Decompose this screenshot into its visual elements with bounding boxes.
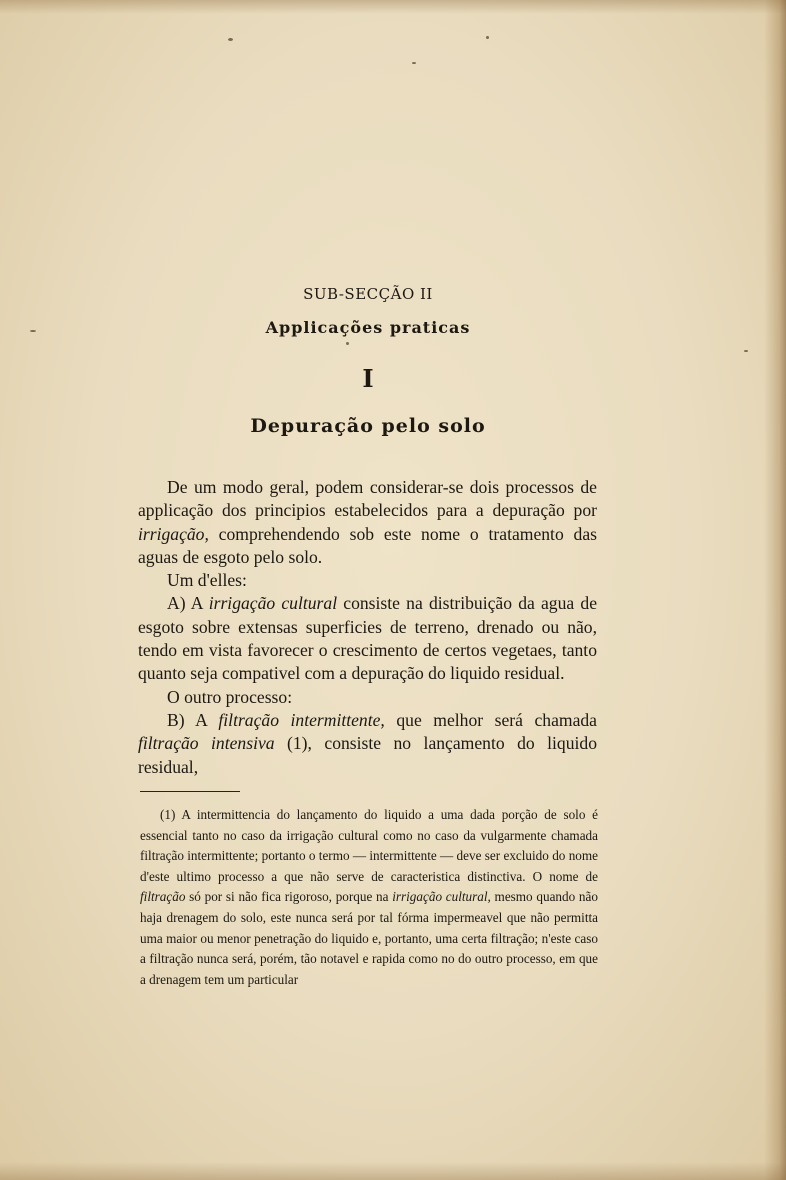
- ink-speck: [412, 62, 416, 64]
- footnote: [140, 805, 598, 990]
- page-right-edge: [764, 0, 786, 1180]
- text-run: (1), consiste no lançamento do liquido residual,: [138, 733, 597, 777]
- text-run: mesmo quando não haja drenagem do solo, este nunca será por tal fórma impermeavel que não permitta uma maior ou menor penetração do liquido e, portanto, uma certa filtração; n'este caso a filtração nunca será, porém, tão notavel e rapida como no do outro processo, em que a drenagem tem um particular: [140, 889, 598, 987]
- subsection-heading: SUB-SECÇÃO II: [303, 285, 433, 303]
- ink-speck: [486, 36, 489, 39]
- section-title: Applicações praticas: [265, 318, 471, 337]
- page-top-edge: [0, 0, 786, 14]
- italic-term: filtração intermittente,: [218, 709, 385, 730]
- paragraph: [138, 476, 597, 569]
- text-run: De um modo geral, podem considerar-se dois processos de applicação dos principios estabelecidos para a depuração por: [138, 477, 597, 521]
- ink-speck: [744, 350, 748, 352]
- paragraph: Um d'elles:: [167, 570, 247, 591]
- text-run: (1) A intermittencia do lançamento do liquido a uma dada porção de solo é essencial tanto no caso da irrigação cultural como no caso da vulgarmente chamada filtração intermittente; portanto o termo — intermittente — deve ser excluido do nome d'este ultimo processo a que não serve de caracteristica distinctiva. O nome de: [140, 807, 598, 884]
- italic-term: filtração intensiva: [138, 733, 275, 754]
- italic-term: irrigação cultural,: [392, 889, 491, 905]
- paragraph: [138, 592, 597, 685]
- footnote-paragraph: [140, 805, 598, 990]
- page-bottom-edge: [0, 1162, 786, 1180]
- italic-term: irrigação,: [138, 523, 209, 544]
- text-run: comprehendendo sob este nome o tratamento das aguas de esgoto pelo solo.: [138, 523, 597, 567]
- ink-speck: [346, 342, 349, 345]
- text-run: só por si não fica rigoroso, porque na: [185, 889, 393, 905]
- paragraph: [138, 709, 597, 779]
- body-text: [138, 476, 597, 779]
- text-run: A) A: [167, 593, 209, 614]
- text-run: consiste na distribuição da agua de esgoto sobre extensas superficies de terreno, drenado ou não, tendo em vista favorecer o crescimento de certos vegetaes, tanto quanto seja compativel com a depuração do liquido residual.: [138, 593, 598, 684]
- italic-term: irrigação cultural: [208, 593, 338, 614]
- chapter-numeral: I: [362, 364, 374, 393]
- italic-term: filtração: [140, 889, 186, 905]
- text-run: B) A: [167, 709, 219, 730]
- paragraph: O outro processo:: [167, 686, 293, 707]
- chapter-title: Depuração pelo solo: [250, 415, 486, 437]
- ink-speck: [228, 38, 233, 41]
- footnote-rule: [140, 791, 240, 792]
- text-run: que melhor será chamada: [384, 709, 597, 730]
